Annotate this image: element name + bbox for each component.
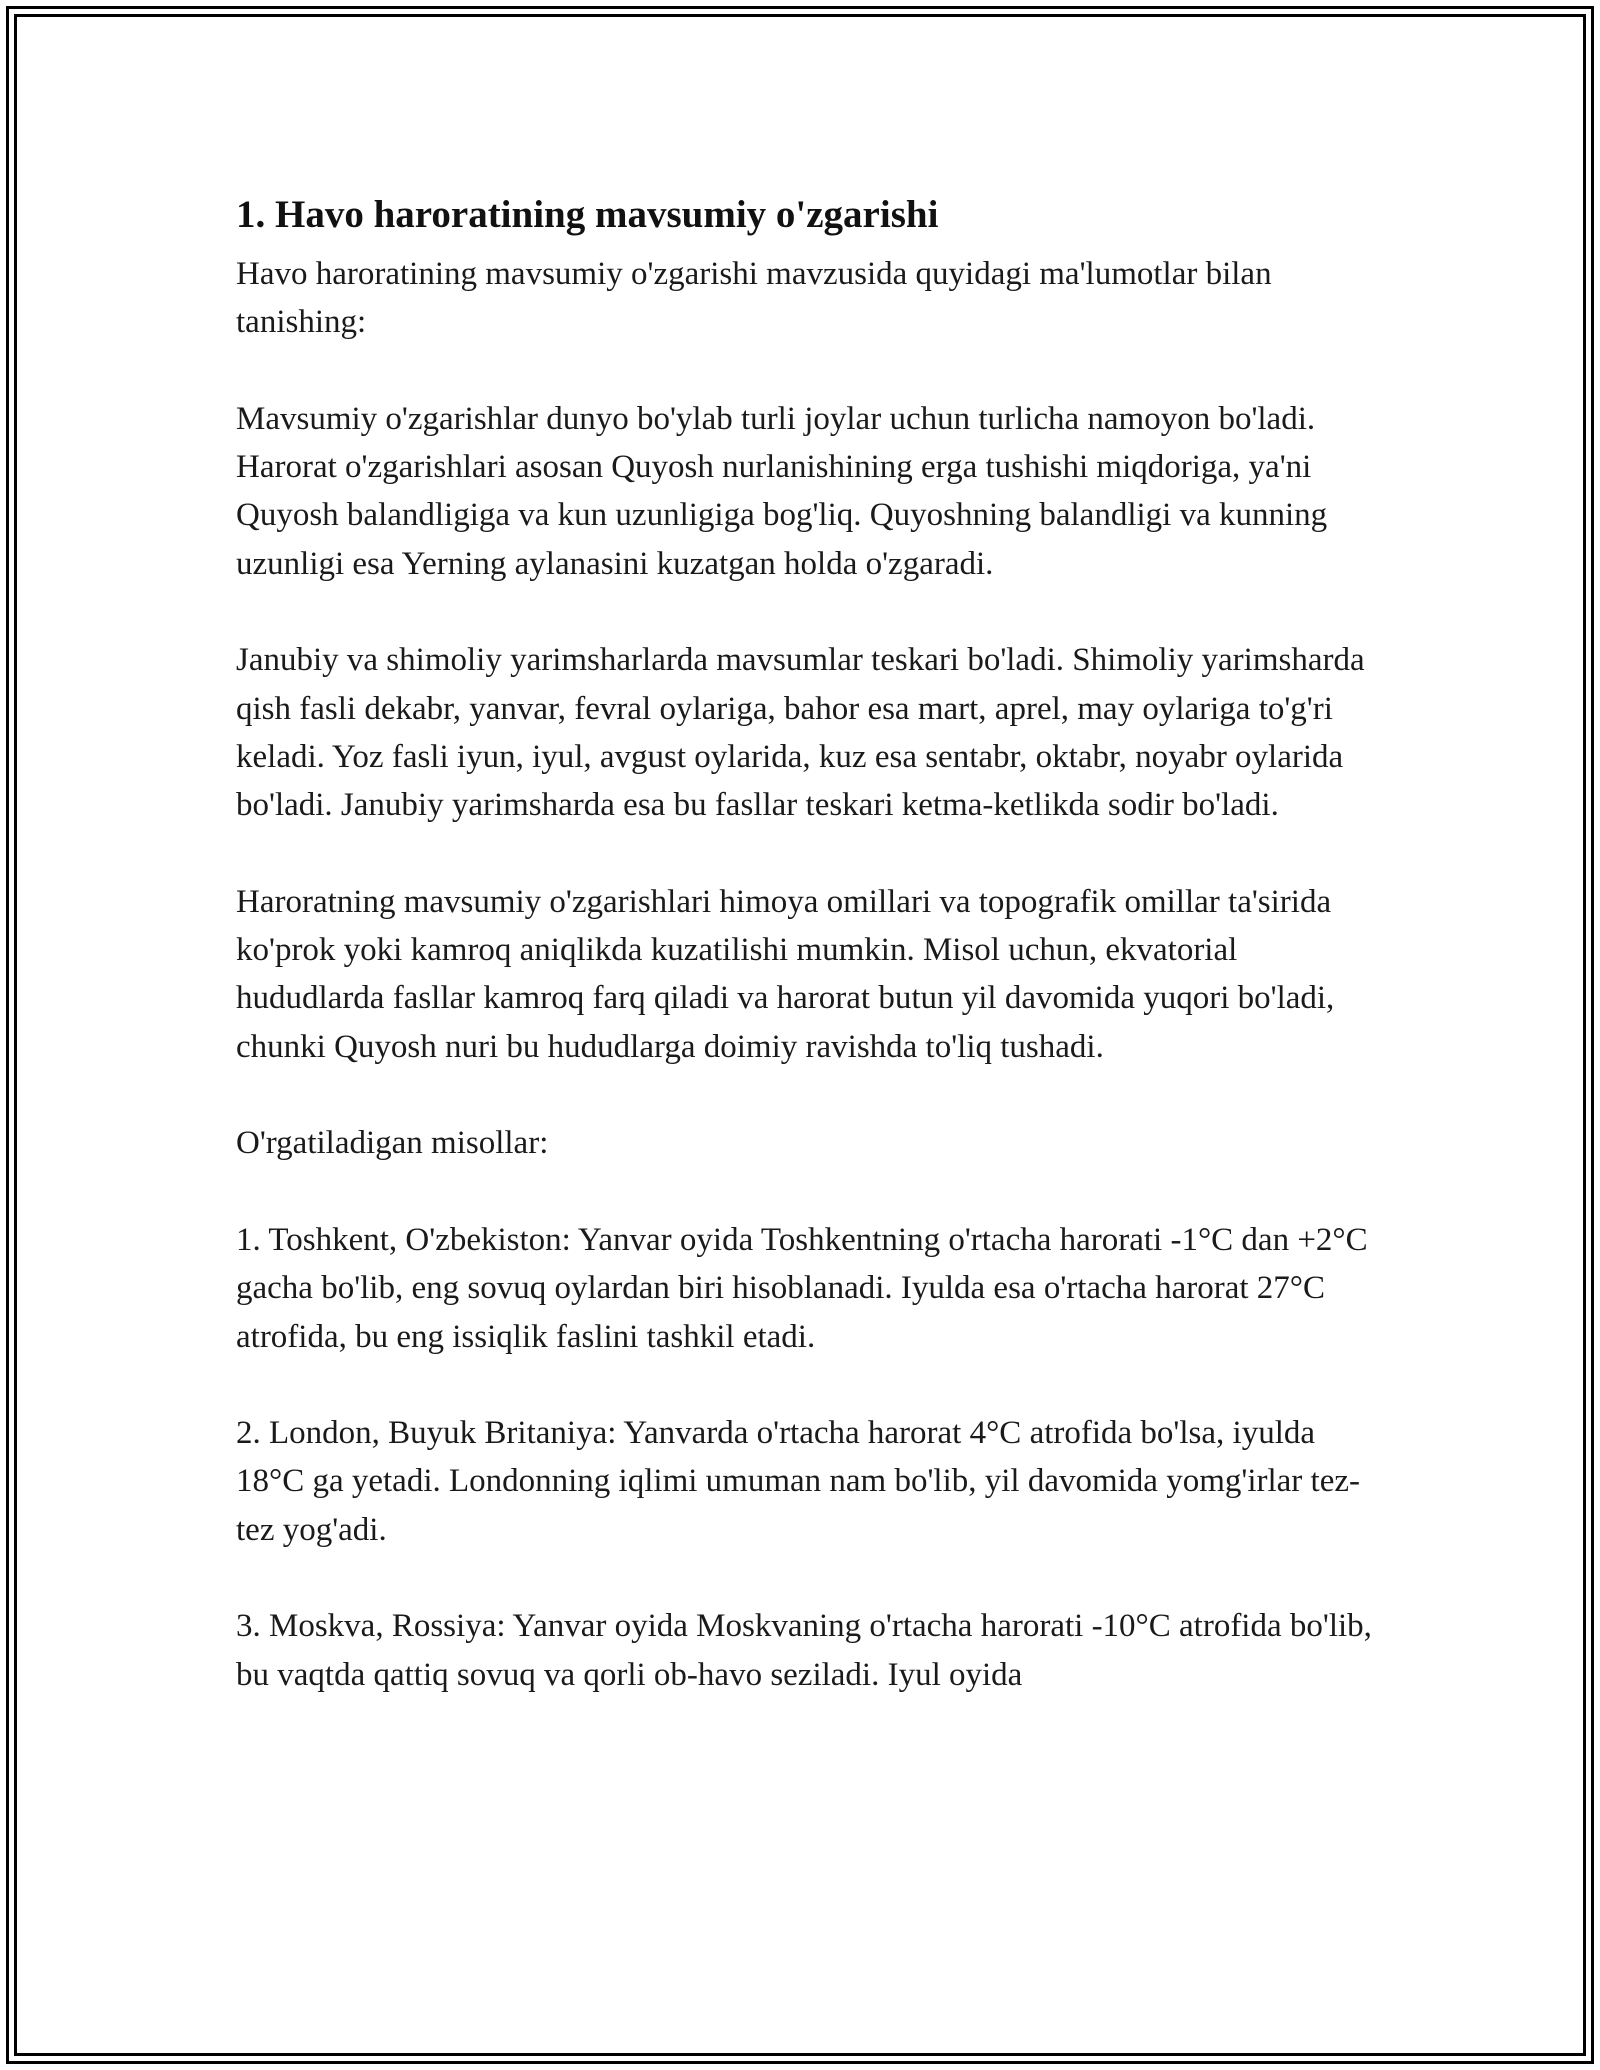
example-item-moscow: 3. Moskva, Rossiya: Yanvar oyida Moskvaning o'rtacha harorati -10°C atrofida bo'lib, bu vaqtda qattiq sovuq va qorli ob-havo seziladi. Iyul oyida xyxy=(236,1608,1372,1693)
paragraph-factors: Haroratning mavsumiy o'zgarishlari himoya omillari va topografik omillar ta'sirida ko'prok yoki kamroq aniqlikda kuzatilishi mumkin. Misol uchun, ekvatorial hududlarda fasllar kamroq farq qiladi va harorat butun yil davomida yuqori bo'ladi, chunki Quyosh nuri bu hududlarga doimiy ravishda to'liq tushadi. xyxy=(236,883,1335,1065)
document-body xyxy=(236,180,1376,1699)
spacer xyxy=(236,1071,1376,1119)
spacer xyxy=(236,1361,1376,1409)
paragraph-hemispheres: Janubiy va shimoliy yarimsharlarda mavsumlar teskari bo'ladi. Shimoliy yarimsharda qish fasli dekabr, yanvar, fevral oylariga, bahor esa mart, aprel, may oylariga to'g'ri keladi. Yoz fasli iyun, iyul, avgust oylarida, kuz esa sentabr, oktabr, noyabr oylarida bo'ladi. Janubiy yarimsharda esa bu fasllar teskari ketma-ketlikda sodir bo'ladi. xyxy=(236,642,1365,824)
example-item-london: 2. London, Buyuk Britaniya: Yanvarda o'rtacha harorat 4°C atrofida bo'lsa, iyulda 18°C ga yetadi. Londonning iqlimi umuman nam bo'lib, yil davomida yomg'irlar tez-tez yog'adi. xyxy=(236,1415,1360,1548)
examples-heading: O'rgatiladigan misollar: xyxy=(236,1125,549,1162)
spacer xyxy=(236,1168,1376,1216)
page-title: 1. Havo haroratining mavsumiy o'zgarishi xyxy=(236,193,939,236)
example-item-tashkent: 1. Toshkent, O'zbekiston: Yanvar oyida Toshkentning o'rtacha harorati -1°C dan +2°C gacha bo'lib, eng sovuq oylardan biri hisoblanadi. Iyulda esa o'rtacha harorat 27°C atrofida, bu eng issiqlik faslini tashkil etadi. xyxy=(236,1221,1368,1355)
spacer xyxy=(236,1554,1376,1602)
spacer xyxy=(236,830,1376,878)
intro-paragraph: Havo haroratining mavsumiy o'zgarishi mavzusida quyidagi ma'lumotlar bilan tanishing: xyxy=(236,256,1272,341)
spacer xyxy=(236,588,1376,636)
paragraph-seasonal-changes: Mavsumiy o'zgarishlar dunyo bo'ylab turli joylar uchun turlicha namoyon bo'ladi. Harorat o'zgarishlari asosan Quyosh nurlanishining erga tushishi miqdoriga, ya'ni Quyosh balandligiga va kun uzunligiga bog'liq. Quyoshning balandligi va kunning uzunligi esa Yerning aylanasini kuzatgan holda o'zgaradi. xyxy=(236,400,1328,582)
spacer xyxy=(236,347,1376,395)
